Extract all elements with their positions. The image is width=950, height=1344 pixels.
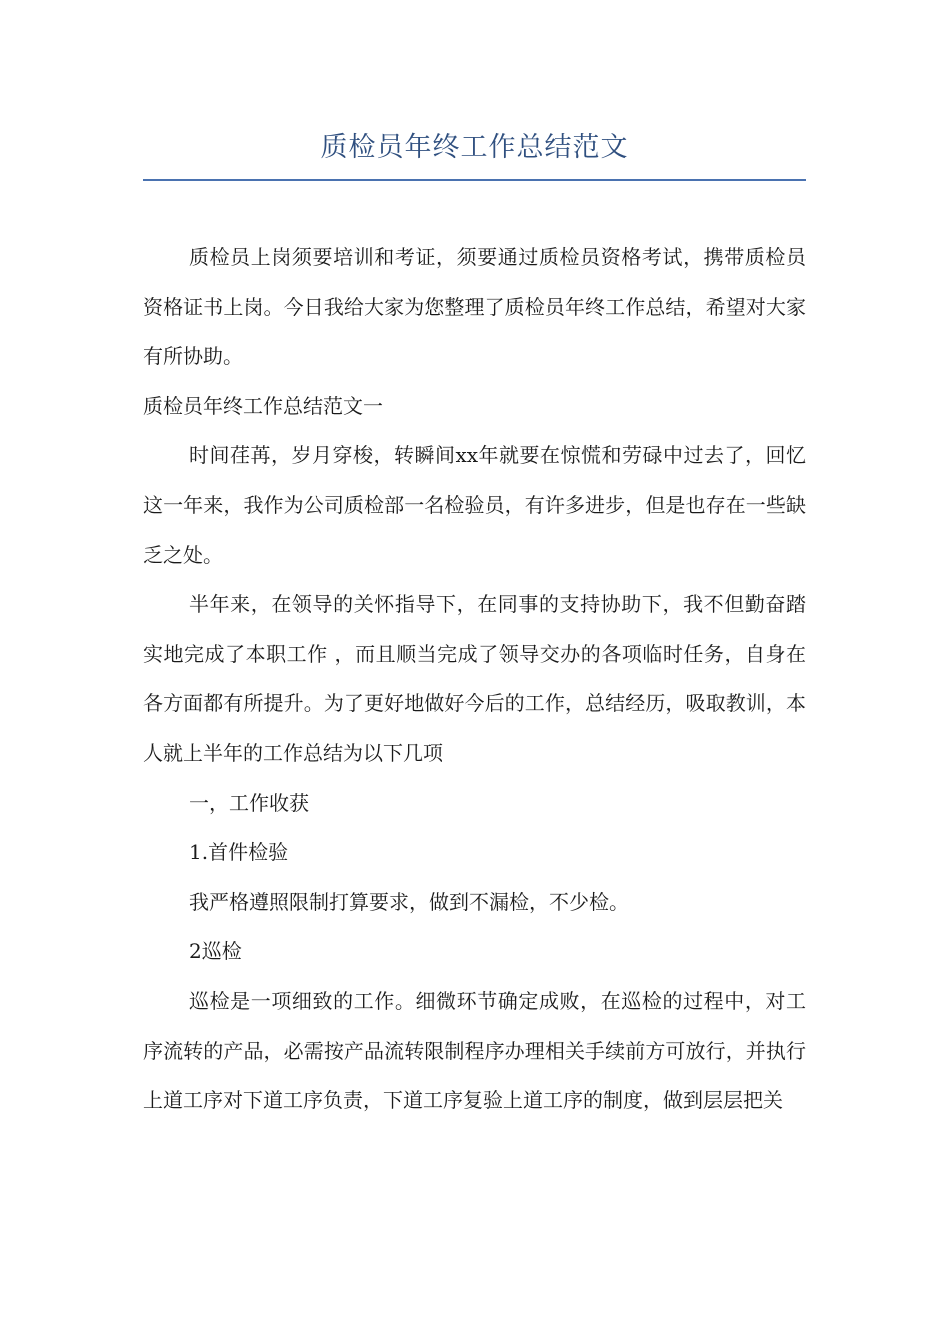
body-paragraph: 巡检是一项细致的工作。细微环节确定成败，在巡检的过程中，对工序流转的产品，必需按产品流转限制程序办理相关手续前方可放行，并执行上道工序对下道工序负责，下道工序复验上道工序的制度，做到层层把关 <box>143 988 806 1113</box>
body-paragraph: 我严格遵照限制打算要求，做到不漏检，不少检。 <box>189 889 629 914</box>
section-heading: 质检员年终工作总结范文一 <box>143 393 383 418</box>
title-underline <box>143 179 806 181</box>
document-body <box>143 233 806 1126</box>
intro-paragraph: 质检员上岗须要培训和考证，须要通过质检员资格考试，携带质检员资格证书上岗。今日我给大家为您整理了质检员年终工作总结，希望对大家有所协助。 <box>143 245 806 369</box>
subheading-first-inspection: 1.首件检验 <box>189 840 289 865</box>
body-paragraph: 半年来，在领导的关怀指导下，在同事的支持协助下，我不但勤奋踏实地完成了本职工作 ，而且顺当完成了领导交办的各项临时任务，自身在各方面都有所提升。为了更好地做好今后的工作，总结经历，吸取教训，本人就上半年的工作总结为以下几项 <box>143 592 806 765</box>
subheading-patrol-inspection: 2巡检 <box>189 939 242 964</box>
body-paragraph: 时间荏苒，岁月穿梭，转瞬间xx年就要在惊慌和劳碌中过去了，回忆这一年来，我作为公司质检部一名检验员，有许多进步，但是也存在一些缺乏之处。 <box>143 443 806 567</box>
document-title: 质检员年终工作总结范文 <box>320 132 629 163</box>
subheading-work-gains: 一，工作收获 <box>189 790 309 815</box>
